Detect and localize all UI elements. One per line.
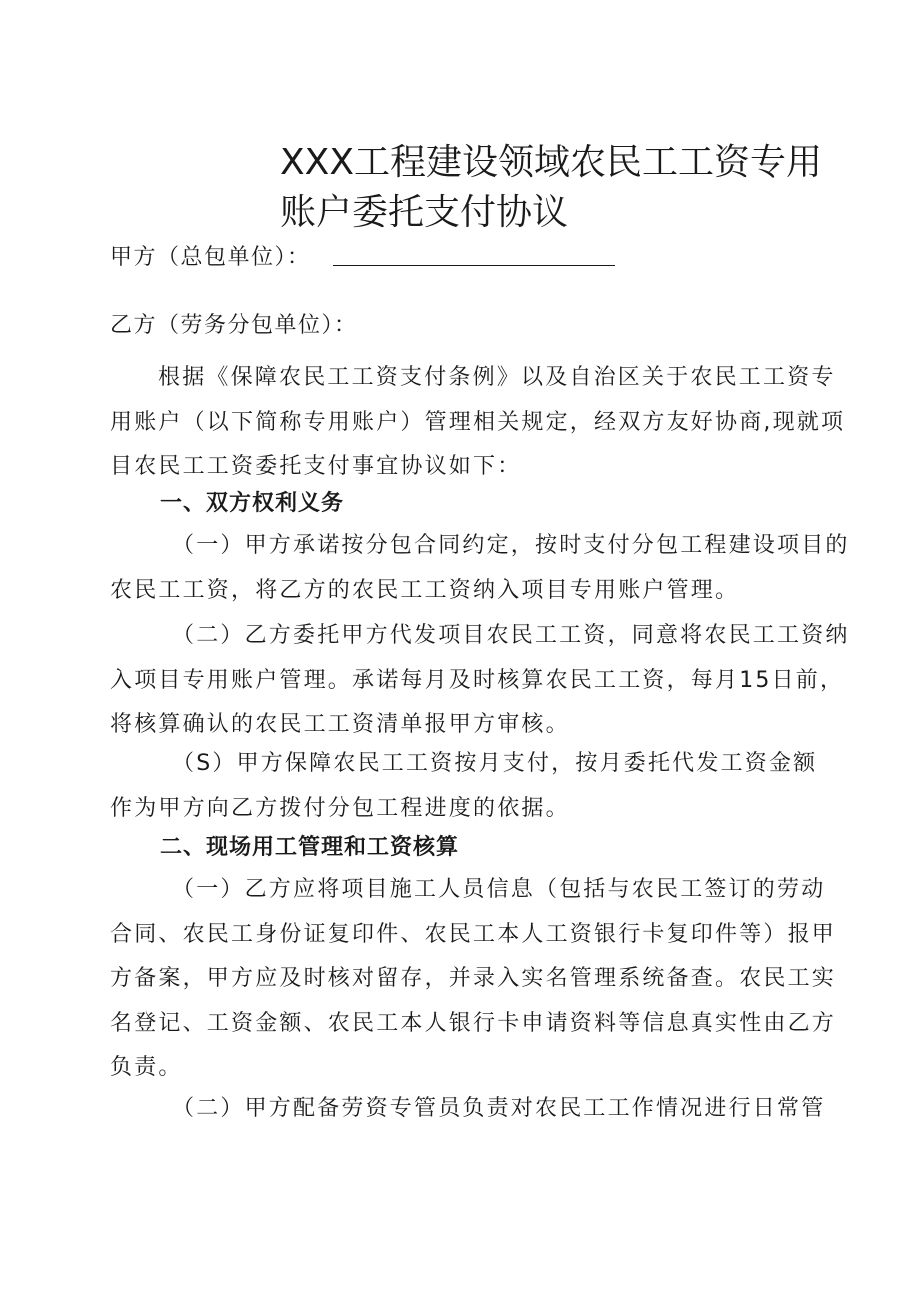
intro-line: 用账户（以下简称专用账户）管理相关规定，经双方友好协商,现就项 <box>110 409 846 435</box>
intro-line: 根据《保障农民工工资支付条例》以及自治区关于农民工工资专 <box>158 365 836 390</box>
paragraph-line: （一）乙方应将项目施工人员信息（包括与农民工签订的劳动 <box>172 877 826 902</box>
title-line-2: 账户委托支付协议 <box>280 192 569 233</box>
section-1-item-2 <box>110 614 850 748</box>
paragraph-line: 负责。 <box>110 1055 183 1080</box>
party-b-row <box>110 310 358 342</box>
document-title <box>280 138 840 238</box>
paragraph-line: 作为甲方向乙方拨付分包工程进度的依据。 <box>110 795 570 821</box>
paragraph-line: 农民工工资，将乙方的农民工工资纳入项目专用账户管理。 <box>110 577 740 603</box>
section-2-item-1 <box>110 868 837 1091</box>
paragraph-line: 方备案，甲方应及时核对留存，并录入实名管理系统备查。农民工实 <box>110 966 837 991</box>
paragraph-line: 名登记、工资金额、农民工本人银行卡申请资料等信息真实性由乙方 <box>110 1010 837 1036</box>
section-1-item-3 <box>110 742 825 831</box>
intro-paragraph <box>110 356 846 490</box>
section-1-item-1 <box>110 524 850 613</box>
paragraph-line: 合同、农民工身份证复印件、农民工本人工资银行卡复印件等）报甲 <box>110 921 837 947</box>
party-b-label: 乙方（劳务分包单位）： <box>110 313 358 338</box>
paragraph-line: （二）乙方委托甲方代发项目农民工工资，同意将农民工工资纳 <box>172 623 850 648</box>
intro-line: 目农民工工资委托支付事宜协议如下： <box>110 454 522 479</box>
section-2-item-2 <box>110 1087 825 1132</box>
party-a-row <box>110 242 615 274</box>
paragraph-line: 将核算确认的农民工工资清单报甲方审核。 <box>110 712 570 737</box>
section-1-heading: 一、双方权利义务 <box>160 491 345 516</box>
section-2-heading: 二、现场用工管理和工资核算 <box>160 835 460 860</box>
paragraph-line: （二）甲方配备劳资专管员负责对农民工工作情况进行日常管 <box>172 1096 826 1121</box>
title-line-1: XXX工程建设领域农民工工资专用 <box>280 142 822 183</box>
party-a-blank-line <box>333 251 615 266</box>
paragraph-line: （一）甲方承诺按分包合同约定，按时支付分包工程建设项目的 <box>172 533 850 558</box>
paragraph-line: （S）甲方保障农民工工资按月支付，按月委托代发工资金额 <box>172 751 818 776</box>
paragraph-line: 入项目专用账户管理。承诺每月及时核算农民工工资，每月15日前， <box>110 667 845 693</box>
party-a-label: 甲方（总包单位）： <box>110 245 311 270</box>
